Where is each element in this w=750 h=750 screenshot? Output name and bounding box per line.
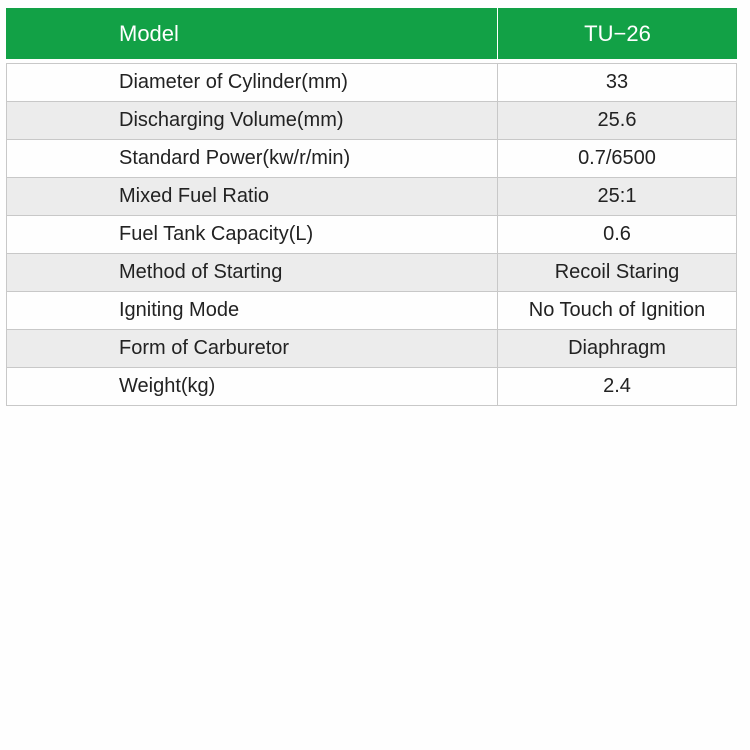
table-row — [7, 254, 736, 292]
row-value: 2.4 — [603, 375, 631, 397]
table-row — [7, 140, 736, 178]
table-row — [7, 102, 736, 140]
row-label: Standard Power(kw/r/min) — [7, 140, 498, 177]
row-value: Diaphragm — [568, 337, 666, 359]
header-model-cell: TU−26 — [584, 20, 651, 46]
row-value: 0.6 — [603, 223, 631, 245]
row-label: Discharging Volume(mm) — [7, 102, 498, 139]
row-value: 25:1 — [597, 185, 637, 207]
row-label: Igniting Mode — [7, 292, 498, 329]
row-value: No Touch of Ignition — [528, 299, 706, 321]
row-label: Fuel Tank Capacity(L) — [7, 216, 498, 253]
row-label: Diameter of Cylinder(mm) — [7, 64, 498, 101]
table-row — [7, 368, 736, 406]
table-row — [7, 178, 736, 216]
row-value: 33 — [605, 71, 629, 93]
row-label: Weight(kg) — [7, 368, 498, 405]
table-body — [6, 63, 737, 406]
table-row — [7, 330, 736, 368]
table-header-row — [6, 8, 737, 59]
row-value: Recoil Staring — [554, 261, 680, 283]
table-row — [7, 64, 736, 102]
row-value: 0.7/6500 — [578, 147, 656, 169]
row-label: Mixed Fuel Ratio — [7, 178, 498, 215]
row-value: 25.6 — [597, 109, 637, 131]
header-label-cell: Model — [6, 8, 498, 59]
row-label: Form of Carburetor — [7, 330, 498, 367]
row-label: Method of Starting — [7, 254, 498, 291]
table-row — [7, 216, 736, 254]
spec-table — [6, 8, 737, 406]
table-row — [7, 292, 736, 330]
